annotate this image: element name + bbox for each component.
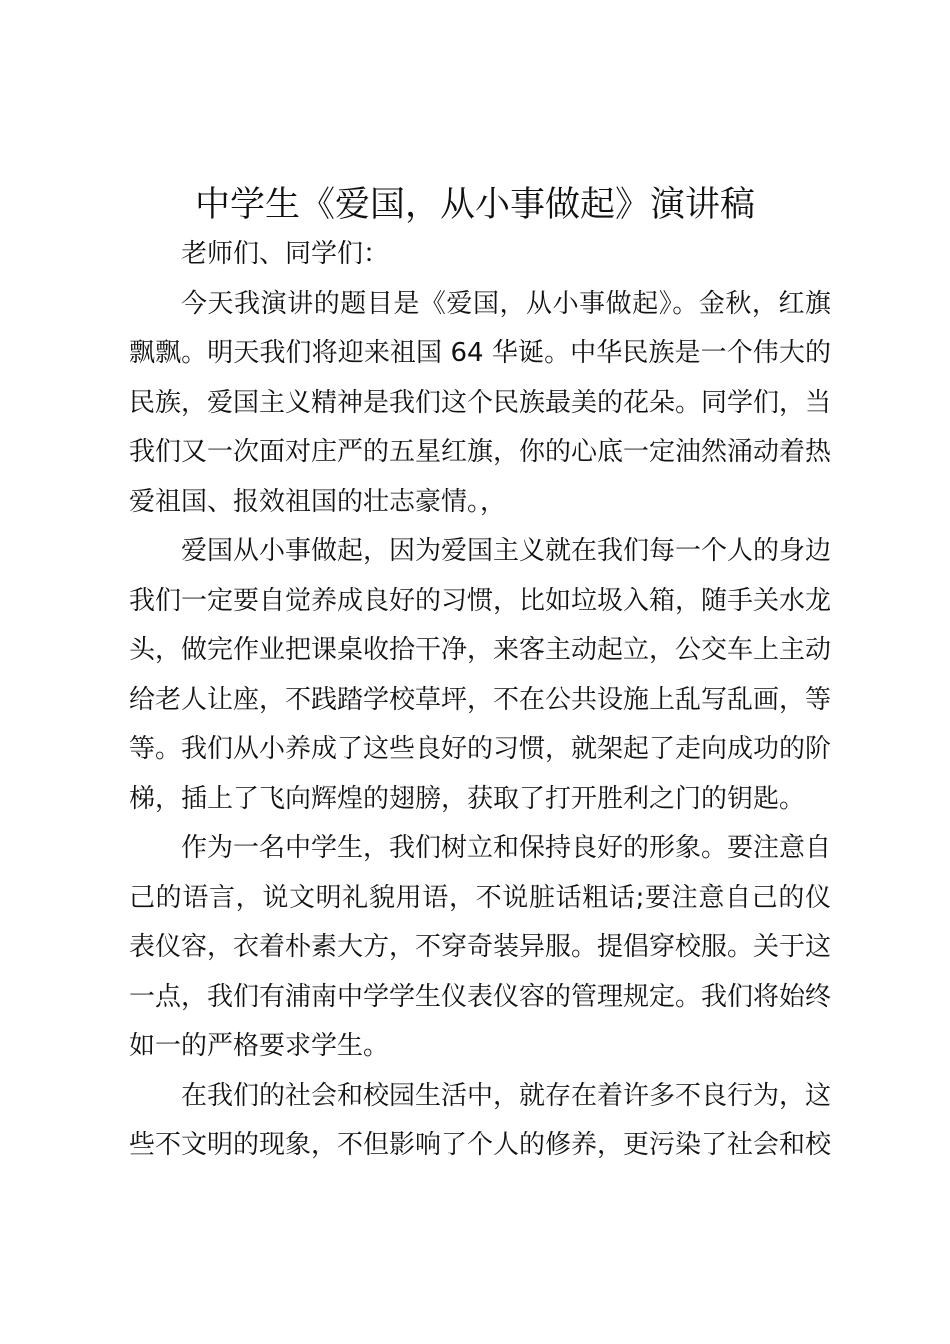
- paragraph-3: 作为一名中学生，我们树立和保持良好的形象。要注意自己的语言，说文明礼貌用语，不说脏话粗话;要注意自己的仪表仪容，衣着朴素大方，不穿奇装异服。提倡穿校服。关于这一点，我们有浦南中学学生仪表仪容的管理规定。我们将始终如一的严格要求学生。: [129, 833, 832, 1061]
- paragraph-2: 爱国从小事做起，因为爱国主义就在我们每一个人的身边我们一定要自觉养成良好的习惯，比如垃圾入箱，随手关水龙头，做完作业把课桌收拾干净，来客主动起立，公交车上主动给老人让座，不践踏学校草坪，不在公共设施上乱写乱画，等等。我们从小养成了这些良好的习惯，就架起了走向成功的阶梯，插上了飞向辉煌的翅膀，获取了打开胜利之门的钥匙。: [129, 536, 832, 814]
- paragraph-1: 今天我演讲的题目是《爱国，从小事做起》。金秋，红旗飘飘。明天我们将迎来祖国 64 华诞。中华民族是一个伟大的民族，爱国主义精神是我们这个民族最美的花朵。同学们，当我们又一次面对庄严的五星红旗，你的心底一定油然涌动着热爱祖国、报效祖国的壮志豪情。，: [129, 288, 832, 517]
- salutation: 老师们、同学们：: [181, 239, 390, 269]
- document-body: [129, 230, 831, 1171]
- document-title: 中学生《爱国，从小事做起》演讲稿: [194, 185, 755, 225]
- paragraph-4: 在我们的社会和校园生活中，就存在着许多不良行为，这些不文明的现象，不但影响了个人的修养，更污染了社会和校: [129, 1080, 832, 1160]
